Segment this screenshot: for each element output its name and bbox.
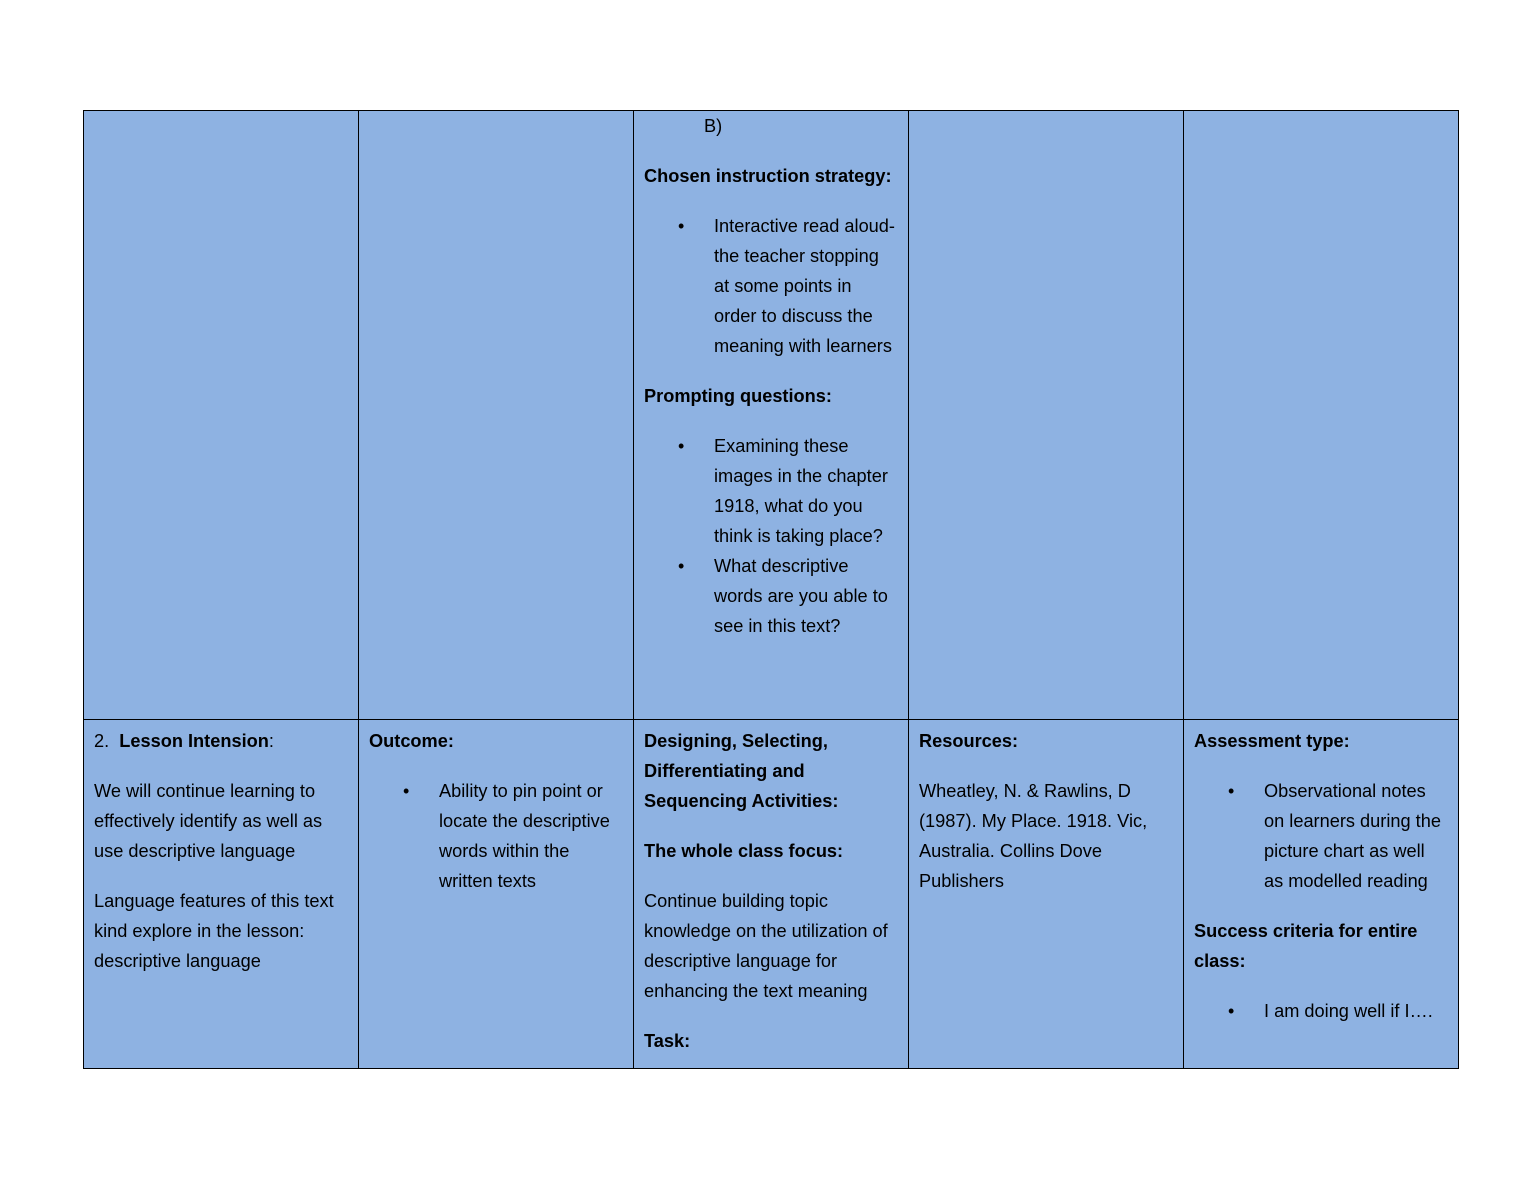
strategy-heading: Chosen instruction strategy: (644, 166, 892, 186)
list-item: • Interactive read aloud-the teacher stopping at some points in order to discuss the meaning with learners (644, 211, 898, 361)
lesson-intension-text: We will continue learning to effectively identify as well as use descriptive language (94, 781, 323, 861)
bullet-icon: • (403, 781, 410, 801)
table-row (84, 111, 1459, 720)
assessment-cell (1184, 720, 1459, 1069)
bullet-icon: • (678, 216, 685, 236)
list-item: • Ability to pin point or locate the descriptive words within the written texts (369, 776, 623, 896)
list-item: • Observational notes on learners during the picture chart as well as modelled reading (1194, 776, 1448, 896)
row1-col3-cell (634, 111, 909, 720)
list-item: • What descriptive words are you able to see in this text? (644, 551, 898, 641)
success-heading: Success criteria for entire class: (1194, 921, 1418, 971)
prompting-list (644, 431, 898, 641)
list-item: • Examining these images in the chapter 1918, what do you think is taking place? (644, 431, 898, 551)
bullet-icon: • (678, 556, 685, 576)
outcome-list (369, 776, 623, 896)
resources-cell (909, 720, 1184, 1069)
row1-col4-cell (909, 111, 1184, 720)
resources-text: Wheatley, N. & Rawlins, D (1987). My Place. 1918. Vic, Australia. Collins Dove Publishers (919, 781, 1148, 891)
success-list (1194, 996, 1448, 1026)
language-features-text: Language features of this text kind explore in the lesson: descriptive language (94, 891, 334, 971)
bullet-icon: • (1228, 1001, 1235, 1021)
outcome-heading: Outcome: (369, 731, 454, 751)
bullet-icon: • (1228, 781, 1235, 801)
focus-text: Continue building topic knowledge on the utilization of descriptive language for enhancing the text meaning (644, 891, 888, 1001)
table-row (84, 720, 1459, 1069)
bullet-icon: • (678, 436, 685, 456)
activities-cell (634, 720, 909, 1069)
resources-heading: Resources: (919, 731, 1019, 751)
lesson-plan-table (83, 110, 1459, 1069)
activities-heading: Designing, Selecting, Differentiating and Sequencing Activities: (644, 731, 839, 811)
list-item: • I am doing well if I…. (1194, 996, 1448, 1026)
row1-col2-cell (359, 111, 634, 720)
prompting-heading: Prompting questions: (644, 386, 832, 406)
assessment-list (1194, 776, 1448, 896)
task-heading: Task: (644, 1031, 691, 1051)
row1-col1-cell (84, 111, 359, 720)
strategy-list (644, 211, 898, 361)
lesson-intension-cell (84, 720, 359, 1069)
outcome-cell (359, 720, 634, 1069)
partial-label: B) (704, 116, 723, 136)
focus-heading: The whole class focus: (644, 841, 844, 861)
lesson-intension-heading: 2. Lesson Intension: (94, 731, 274, 751)
assessment-heading: Assessment type: (1194, 731, 1350, 751)
row1-col5-cell (1184, 111, 1459, 720)
